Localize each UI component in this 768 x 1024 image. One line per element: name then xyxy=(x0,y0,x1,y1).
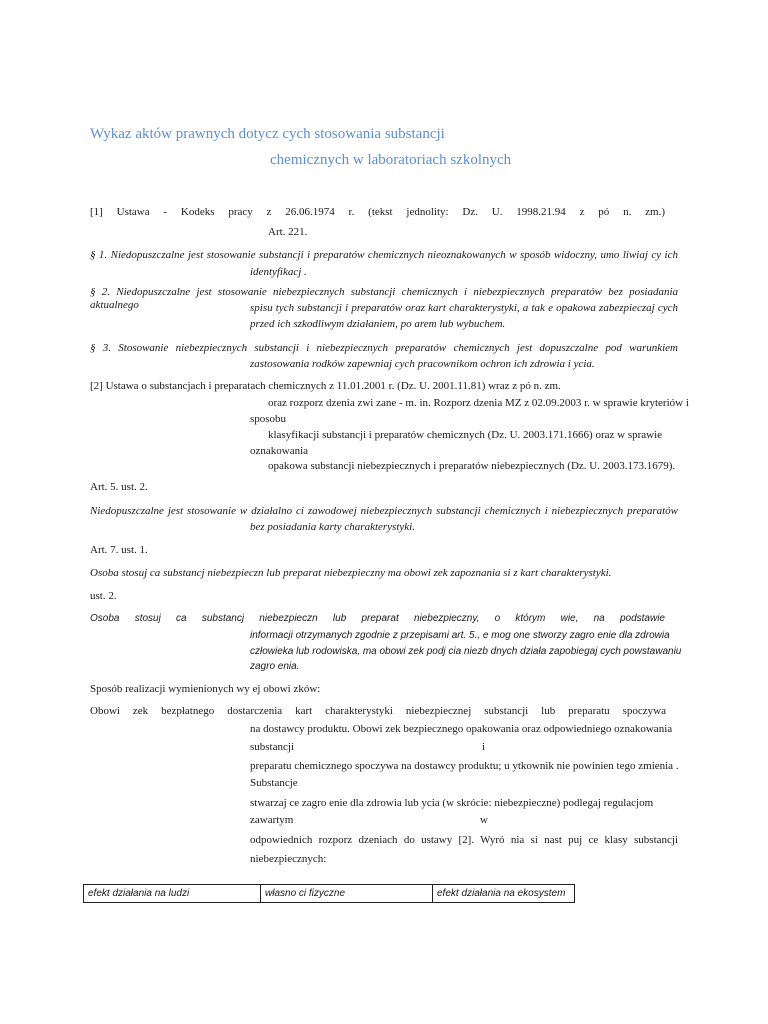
article-7-ust-2-lead: Osoba stosuj ca substancj niebezpieczn lub preparat niebezpieczny, o którym wie, na podstawie xyxy=(90,613,665,624)
method-line-1: na dostawcy produktu. Obowi zek bezpiecznego opakowania oraz odpowiedniego oznakowania xyxy=(250,723,673,735)
article-7-heading: Art. 7. ust. 1. xyxy=(90,544,148,556)
paragraph-3-continuation: zastosowania rodków zapewniaj cych pracownikom ochron ich zdrowia i ycia. xyxy=(250,358,595,370)
method-line-2a: substancji xyxy=(250,741,294,753)
reference-2-line-4: klasyfikacji substancji i preparatów chemicznych (Dz. U. 2003.171.1666) oraz w sprawie xyxy=(268,429,663,441)
reference-2-line-3: sposobu xyxy=(250,413,287,425)
paragraph-1-continuation: identyfikacj . xyxy=(250,266,307,278)
article-5-heading: Art. 5. ust. 2. xyxy=(90,481,148,493)
article-5-lead: Niedopuszczalne jest stosowanie w działalno ci zawodowej niebezpiecznych substancji chemicznych i niebezpiecznych preparatów xyxy=(90,505,678,517)
table-header-cell: efekt działania na ekosystem xyxy=(433,885,575,903)
method-line-6a: zawartym xyxy=(250,814,294,826)
paragraph-2-continuation-2: przed ich szkodliwym działaniem, po arem lub wybuchem. xyxy=(250,318,506,330)
paragraph-3-lead: § 3. Stosowanie niebezpiecznych substancji i niebezpiecznych preparatów chemicznych jest dopuszczalne pod warunkiem xyxy=(90,342,678,354)
reference-2-heading: [2] Ustawa o substancjach i preparatach chemicznych z 11.01.2001 r. (Dz. U. 2001.11.81) wraz z pó n. zm. xyxy=(90,380,561,392)
article-7-ust-2: ust. 2. xyxy=(90,590,117,602)
method-line-2b: i xyxy=(482,741,486,753)
method-line-6b: w xyxy=(480,814,488,826)
method-heading: Sposób realizacji wymienionych wy ej obowi zków: xyxy=(90,683,321,695)
method-lead: Obowi zek bezpłatnego dostarczenia kart charakterystyki niebezpiecznej substancji lub preparatu spoczywa xyxy=(90,705,666,717)
reference-2-line-5: oznakowania xyxy=(250,445,309,457)
paragraph-1-lead: § 1. Niedopuszczalne jest stosowanie substancji i preparatów chemicznych nieoznakowanych w sposób widoczny, umo liwiaj cy ich xyxy=(90,249,678,261)
article-221: Art. 221. xyxy=(268,226,308,238)
reference-1-heading: [1] Ustawa - Kodeks pracy z 26.06.1974 r. (tekst jednolity: Dz. U. 1998.21.94 z pó n. zm.) xyxy=(90,206,665,218)
document-title-line-1: Wykaz aktów prawnych dotycz cych stosowania substancji xyxy=(90,126,445,142)
article-7-text: Osoba stosuj ca substancj niebezpieczn lub preparat niebezpieczny ma obowi zek zapoznania si z kart charakterystyki. xyxy=(90,567,612,579)
reference-2-line-2: oraz rozporz dzenia zwi zane - m. in. Rozporz dzenia MZ z 02.09.2003 r. w sprawie kryteriów i xyxy=(268,397,689,409)
paragraph-2-lead: § 2. Niedopuszczalne jest stosowanie niebezpiecznych substancji chemicznych i niebezpiecznych preparatów bez posiadania aktualnego xyxy=(90,286,678,311)
article-7-ust-2-line-2: człowieka lub rodowiska, ma obowi zek podj cia niezb dnych działa zapobiegaj cych powstawaniu xyxy=(250,646,682,657)
article-5-continuation: bez posiadania karty charakterystyki. xyxy=(250,521,415,533)
document-title-line-2: chemicznych w laboratoriach szkolnych xyxy=(270,152,512,168)
reference-2-line-6: opakowa substancji niebezpiecznych i preparatów niebezpiecznych (Dz. U. 2003.173.1679). xyxy=(268,460,676,472)
table-header-cell: efekt działania na ludzi xyxy=(84,885,261,903)
article-7-ust-2-line-1: informacji otrzymanych zgodnie z przepisami art. 5., e mog one stworzy zagro enie dla zdrowia xyxy=(250,630,670,641)
method-line-7: odpowiednich rozporz dzeniach do ustawy [2]. Wyró nia si nast puj ce klasy substancji xyxy=(250,834,678,846)
table-header-cell: własno ci fizyczne xyxy=(261,885,433,903)
table-header-row xyxy=(84,885,575,903)
article-7-ust-2-line-3: zagro enia. xyxy=(250,661,300,672)
method-line-5: stwarzaj ce zagro enie dla zdrowia lub ycia (w skrócie: niebezpieczne) podlegaj regulacjom xyxy=(250,797,654,809)
paragraph-2-continuation-1: spisu tych substancji i preparatów oraz kart charakterystyki, a tak e opakowa zabezpieczaj cych xyxy=(250,302,678,314)
method-line-4: Substancje xyxy=(250,777,298,789)
hazard-classes-table xyxy=(83,884,575,903)
method-line-8: niebezpiecznych: xyxy=(250,853,327,865)
method-line-3: preparatu chemicznego spoczywa na dostawcy produktu; u ytkownik nie powinien tego zmienia . xyxy=(250,760,679,772)
